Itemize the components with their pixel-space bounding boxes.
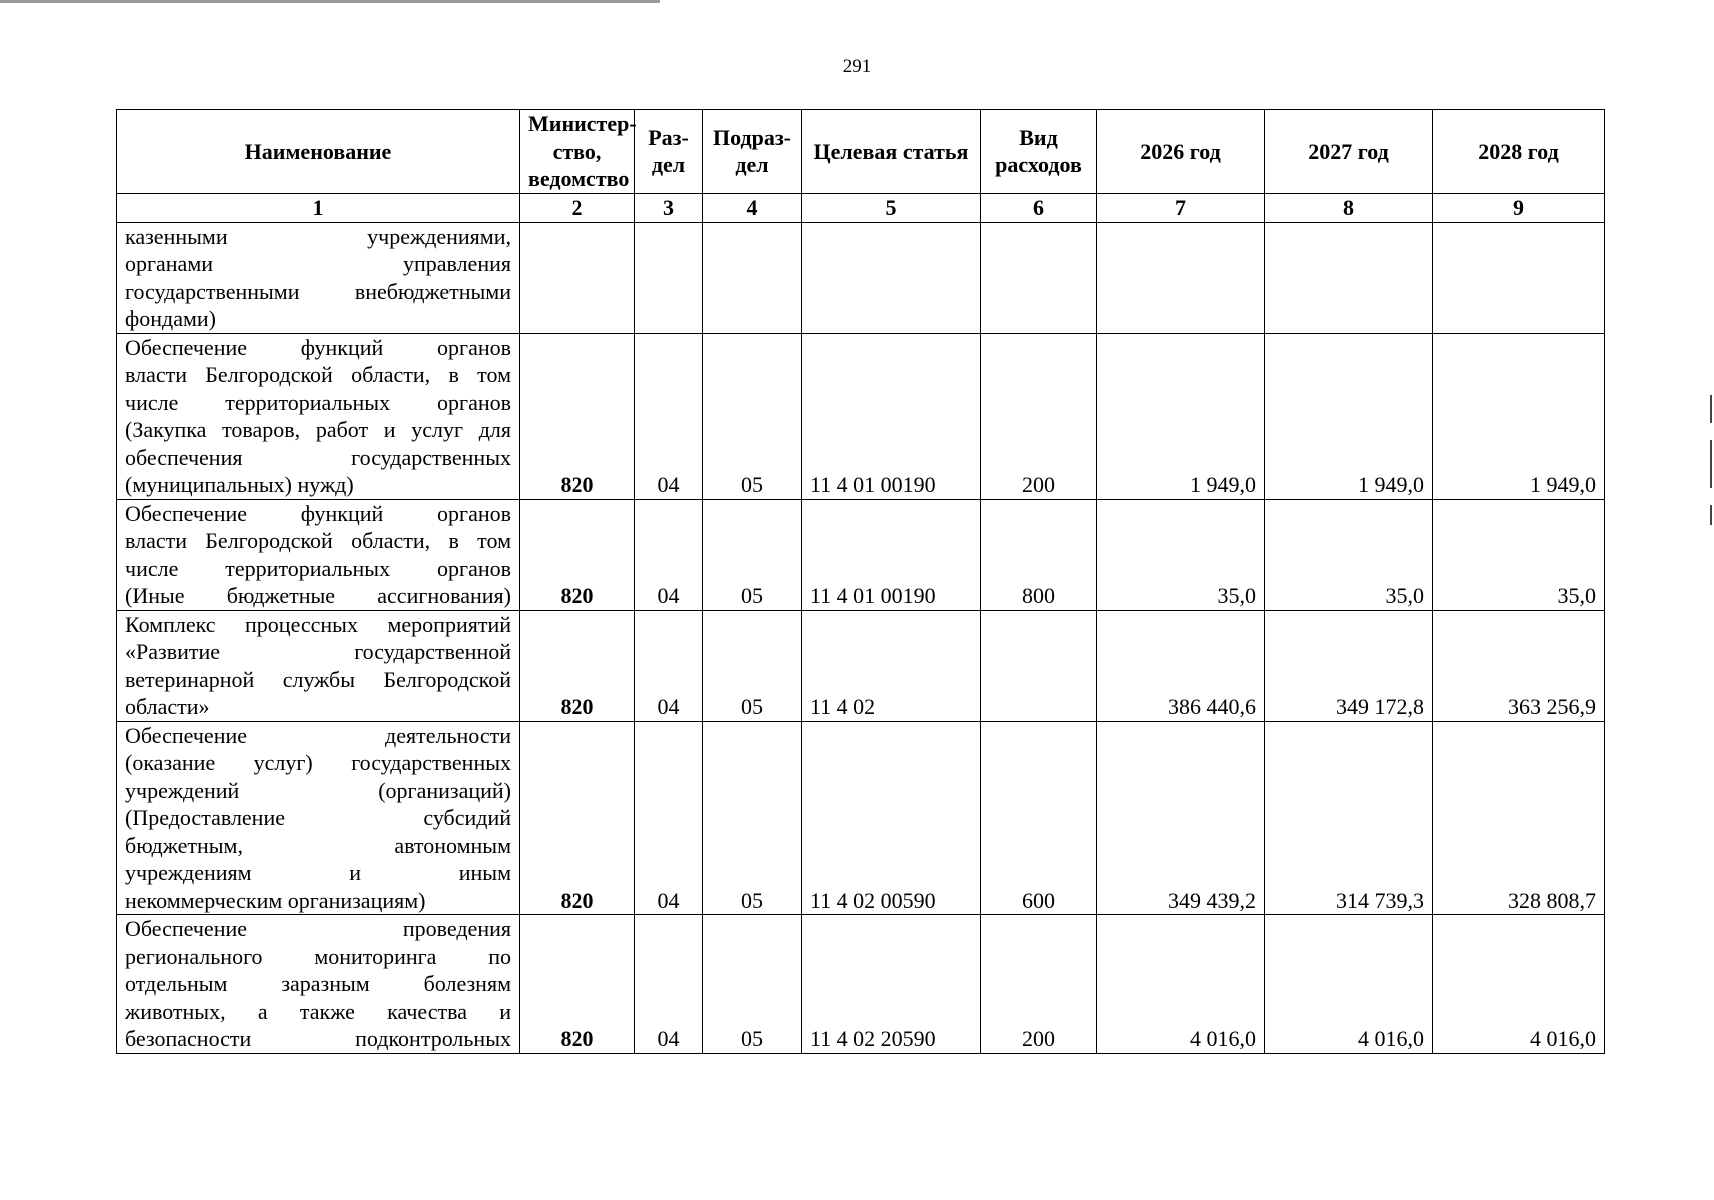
row-name-line: власти Белгородской области, в том bbox=[125, 362, 511, 387]
amount-2027-cell: 4 016,0 bbox=[1265, 915, 1433, 1054]
row-name-line: (Закупка товаров, работ и услуг для bbox=[125, 417, 511, 442]
row-name-cell bbox=[117, 333, 520, 499]
amount-2026-cell bbox=[1097, 222, 1265, 333]
row-name-line: Обеспечение проведения bbox=[125, 916, 511, 941]
column-index: 4 bbox=[703, 193, 802, 222]
ministry-cell bbox=[520, 222, 635, 333]
ministry-cell: 820 bbox=[520, 721, 635, 915]
column-index: 2 bbox=[520, 193, 635, 222]
column-index: 5 bbox=[802, 193, 981, 222]
amount-2026-cell: 349 439,2 bbox=[1097, 721, 1265, 915]
target-cell: 11 4 01 00190 bbox=[802, 499, 981, 610]
row-name-line: учреждениям и иным bbox=[125, 860, 511, 885]
column-header-2026: 2026 год bbox=[1097, 110, 1265, 194]
expense-type-cell: 800 bbox=[981, 499, 1097, 610]
row-name-line: учреждений (организаций) bbox=[125, 777, 511, 803]
expense-type-cell bbox=[981, 222, 1097, 333]
ministry-cell: 820 bbox=[520, 499, 635, 610]
target-cell: 11 4 02 00590 bbox=[802, 721, 981, 915]
row-name-line: отдельным заразным болезням bbox=[125, 971, 511, 996]
column-header-name: Наименование bbox=[117, 110, 520, 194]
table-row bbox=[117, 610, 1605, 721]
column-header-section: Раз-дел bbox=[635, 110, 703, 194]
section-cell bbox=[635, 222, 703, 333]
amount-2027-cell bbox=[1265, 222, 1433, 333]
table-row bbox=[117, 333, 1605, 499]
subsection-cell: 05 bbox=[703, 721, 802, 915]
column-index: 7 bbox=[1097, 193, 1265, 222]
row-name-line: числе территориальных органов bbox=[125, 555, 511, 581]
target-cell bbox=[802, 222, 981, 333]
column-header-expense-type: Вид расходов bbox=[981, 110, 1097, 194]
column-header-2027: 2027 год bbox=[1265, 110, 1433, 194]
section-cell: 04 bbox=[635, 333, 703, 499]
amount-2027-cell: 35,0 bbox=[1265, 499, 1433, 610]
row-name-line: регионального мониторинга по bbox=[125, 943, 511, 969]
subsection-cell: 05 bbox=[703, 333, 802, 499]
column-header-subsection: Подраз-дел bbox=[703, 110, 802, 194]
row-name-line: числе территориальных органов bbox=[125, 389, 511, 415]
row-name-line: (муниципальных) нужд) bbox=[125, 472, 354, 497]
amount-2028-cell: 4 016,0 bbox=[1433, 915, 1605, 1054]
column-index: 1 bbox=[117, 193, 520, 222]
section-cell: 04 bbox=[635, 499, 703, 610]
row-name-line: органами управления bbox=[125, 251, 511, 276]
row-name-line: власти Белгородской области, в том bbox=[125, 528, 511, 553]
budget-table bbox=[116, 109, 1605, 1054]
amount-2028-cell: 328 808,7 bbox=[1433, 721, 1605, 915]
column-index: 9 bbox=[1433, 193, 1605, 222]
row-name-line: «Развитие государственной bbox=[125, 639, 511, 664]
row-name-line: Обеспечение функций органов bbox=[125, 500, 511, 526]
expense-type-cell: 200 bbox=[981, 333, 1097, 499]
target-cell: 11 4 01 00190 bbox=[802, 333, 981, 499]
target-cell: 11 4 02 20590 bbox=[802, 915, 981, 1054]
ministry-cell: 820 bbox=[520, 333, 635, 499]
row-name-line: Комплекс процессных мероприятий bbox=[125, 611, 511, 637]
amount-2028-cell bbox=[1433, 222, 1605, 333]
row-name-line: области» bbox=[125, 694, 210, 719]
column-index-row bbox=[117, 193, 1605, 222]
amount-2026-cell: 386 440,6 bbox=[1097, 610, 1265, 721]
header-row bbox=[117, 110, 1605, 194]
page-number: 291 bbox=[842, 56, 872, 77]
scan-artifact-top bbox=[0, 0, 660, 3]
table-row bbox=[117, 915, 1605, 1054]
subsection-cell: 05 bbox=[703, 610, 802, 721]
ministry-cell: 820 bbox=[520, 610, 635, 721]
row-name-line: фондами) bbox=[125, 306, 217, 331]
row-name-line: ветеринарной службы Белгородской bbox=[125, 666, 511, 692]
row-name-line: (Предоставление субсидий bbox=[125, 805, 511, 830]
expense-type-cell bbox=[981, 610, 1097, 721]
subsection-cell: 05 bbox=[703, 915, 802, 1054]
amount-2026-cell: 35,0 bbox=[1097, 499, 1265, 610]
target-cell: 11 4 02 bbox=[802, 610, 981, 721]
scan-artifact-edge bbox=[1710, 440, 1712, 488]
row-name-cell bbox=[117, 499, 520, 610]
table-row bbox=[117, 222, 1605, 333]
row-name-line: государственными внебюджетными bbox=[125, 278, 511, 304]
row-name-line: безопасности подконтрольных bbox=[125, 1026, 511, 1051]
row-name-cell bbox=[117, 721, 520, 915]
column-header-ministry: Министер-ство, ведомство bbox=[520, 110, 635, 194]
amount-2027-cell: 349 172,8 bbox=[1265, 610, 1433, 721]
amount-2028-cell: 363 256,9 bbox=[1433, 610, 1605, 721]
row-name-cell bbox=[117, 610, 520, 721]
row-name-cell bbox=[117, 222, 520, 333]
section-cell: 04 bbox=[635, 610, 703, 721]
row-name-line: обеспечения государственных bbox=[125, 444, 511, 470]
row-name-line: Обеспечение деятельности bbox=[125, 722, 511, 748]
column-index: 8 bbox=[1265, 193, 1433, 222]
column-header-2028: 2028 год bbox=[1433, 110, 1605, 194]
column-index: 3 bbox=[635, 193, 703, 222]
amount-2026-cell: 4 016,0 bbox=[1097, 915, 1265, 1054]
section-cell: 04 bbox=[635, 721, 703, 915]
row-name-line: животных, а также качества и bbox=[125, 998, 511, 1024]
expense-type-cell: 600 bbox=[981, 721, 1097, 915]
amount-2026-cell: 1 949,0 bbox=[1097, 333, 1265, 499]
ministry-cell: 820 bbox=[520, 915, 635, 1054]
table-row bbox=[117, 721, 1605, 915]
scan-artifact-edge bbox=[1710, 395, 1712, 423]
amount-2028-cell: 1 949,0 bbox=[1433, 333, 1605, 499]
row-name-line: казенными учреждениями, bbox=[125, 223, 511, 249]
column-header-target: Целевая статья bbox=[802, 110, 981, 194]
table-row bbox=[117, 499, 1605, 610]
subsection-cell: 05 bbox=[703, 499, 802, 610]
column-index: 6 bbox=[981, 193, 1097, 222]
row-name-line: (оказание услуг) государственных bbox=[125, 750, 511, 775]
scan-artifact-edge bbox=[1710, 505, 1712, 525]
row-name-line: бюджетным, автономным bbox=[125, 832, 511, 858]
row-name-line: некоммерческим организациям) bbox=[125, 887, 426, 913]
amount-2028-cell: 35,0 bbox=[1433, 499, 1605, 610]
row-name-cell bbox=[117, 915, 520, 1054]
subsection-cell bbox=[703, 222, 802, 333]
expense-type-cell: 200 bbox=[981, 915, 1097, 1054]
row-name-line: Обеспечение функций органов bbox=[125, 334, 511, 360]
amount-2027-cell: 314 739,3 bbox=[1265, 721, 1433, 915]
section-cell: 04 bbox=[635, 915, 703, 1054]
row-name-line: (Иные бюджетные ассигнования) bbox=[125, 583, 511, 608]
amount-2027-cell: 1 949,0 bbox=[1265, 333, 1433, 499]
